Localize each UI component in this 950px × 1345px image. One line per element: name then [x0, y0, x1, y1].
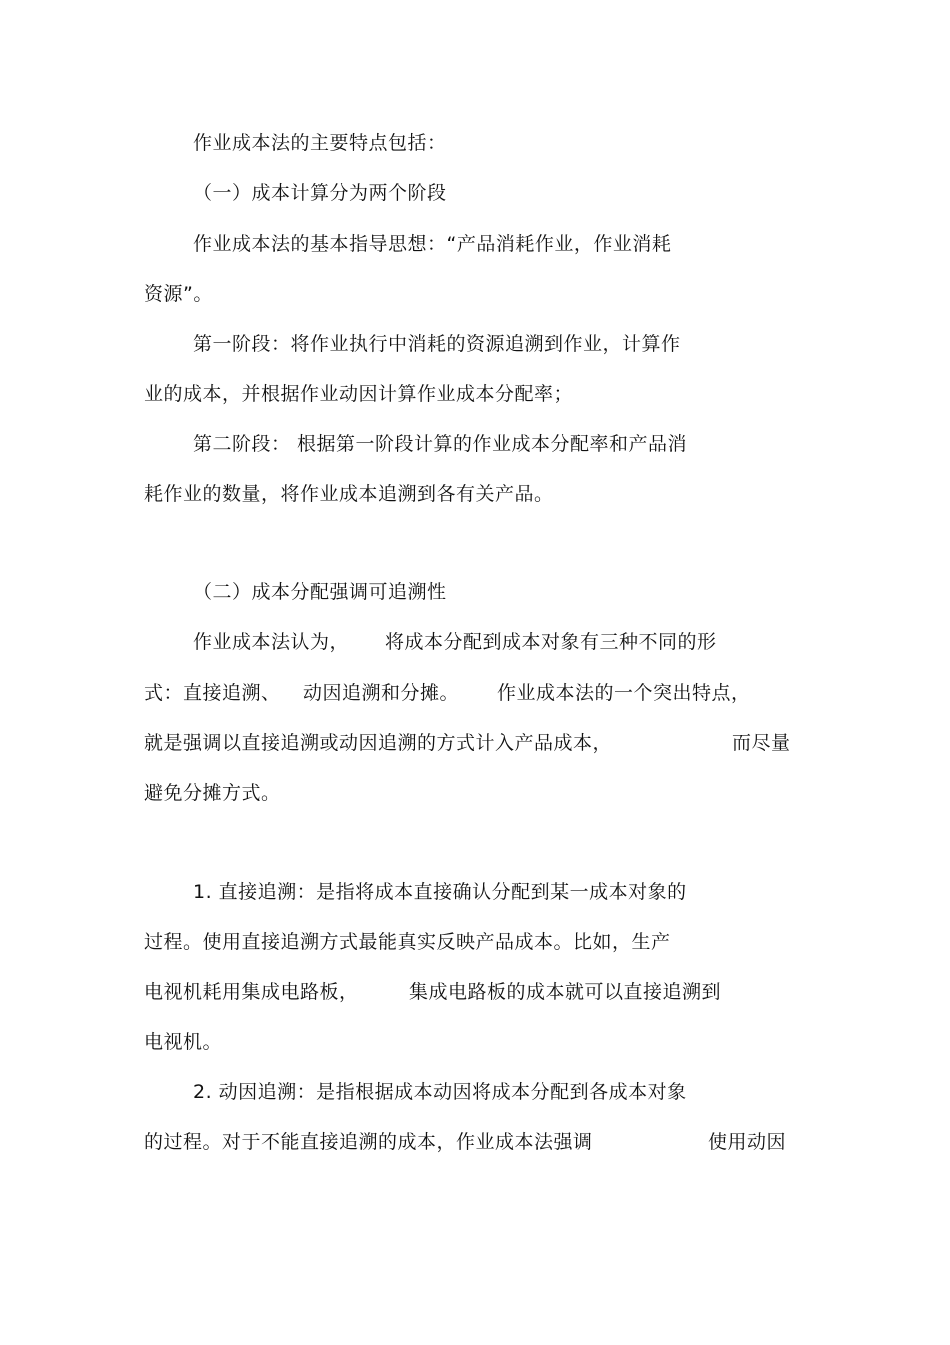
item1-line3-part-a: 电视机耗用集成电路板，	[144, 981, 359, 1003]
intro-text: 作业成本法的主要特点包括：	[193, 132, 447, 154]
section1-heading: （一）成本计算分为两个阶段	[193, 182, 447, 204]
section1-paragraph3-line2: 耗作业的数量，将作业成本追溯到各有关产品。	[144, 483, 554, 505]
section2-line3-part-a: 就是强调以直接追溯或动因追溯的方式计入产品成本，	[144, 732, 613, 754]
section2-paragraph-line4: 避免分摊方式。	[144, 782, 281, 804]
item1-line1: 1. 直接追溯：是指将成本直接确认分配到某一成本对象的	[193, 881, 687, 903]
section2-line2-part-b: 动因追溯和分摊。	[303, 682, 460, 704]
section1-paragraph2-line1: 第一阶段：将作业执行中消耗的资源追溯到作业，计算作	[193, 333, 681, 355]
section1-paragraph1-line2: 资源”。	[144, 283, 213, 305]
section2-line3-part-b: 而尽量	[732, 732, 791, 754]
item1-line2: 过程。使用直接追溯方式最能真实反映产品成本。比如，生产	[144, 931, 671, 953]
section1-paragraph2-line2: 业的成本，并根据作业动因计算作业成本分配率；	[144, 383, 574, 405]
section2-line2-part-a: 式：直接追溯、	[144, 682, 281, 704]
section2-line1-part-a: 作业成本法认为，	[193, 631, 350, 653]
item2-line1: 2. 动因追溯：是指根据成本动因将成本分配到各成本对象	[193, 1081, 687, 1103]
section2-heading: （二）成本分配强调可追溯性	[193, 581, 447, 603]
item2-line2-part-a: 的过程。对于不能直接追溯的成本，作业成本法强调	[144, 1131, 593, 1153]
item2-line2-part-b: 使用动因	[708, 1131, 787, 1153]
section1-paragraph1-line1: 作业成本法的基本指导思想：“产品消耗作业，作业消耗	[193, 233, 672, 255]
section2-line2-part-c: 作业成本法的一个突出特点，	[497, 682, 751, 704]
item1-line3-part-b: 集成电路板的成本就可以直接追溯到	[409, 981, 722, 1003]
item1-line4: 电视机。	[144, 1031, 223, 1053]
section2-line1-part-b: 将成本分配到成本对象有三种不同的形	[385, 631, 717, 653]
section1-paragraph3-line1: 第二阶段： 根据第一阶段计算的作业成本分配率和产品消	[193, 433, 688, 455]
